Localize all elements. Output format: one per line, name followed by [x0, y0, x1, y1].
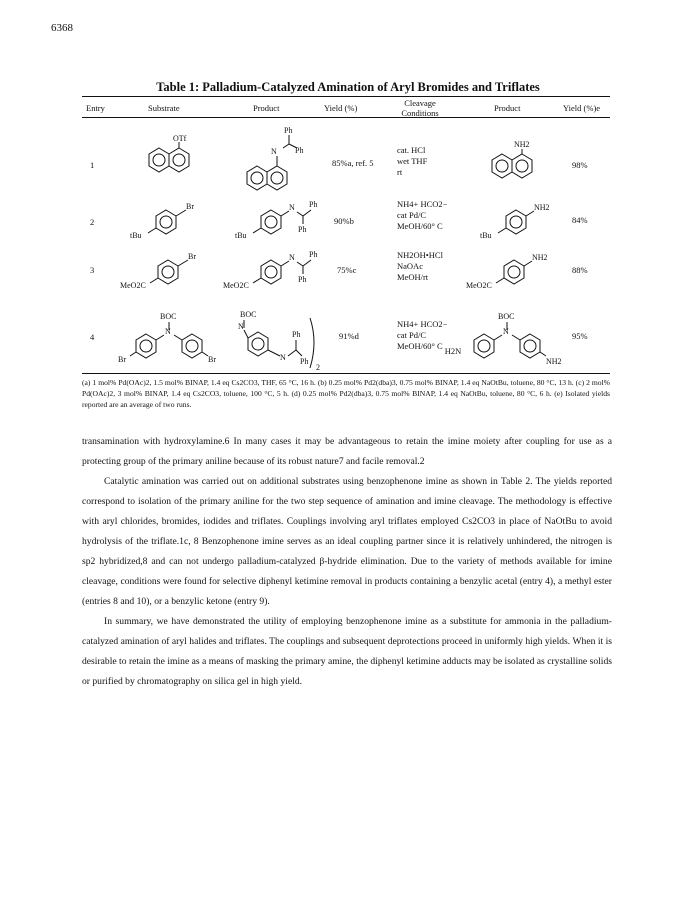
header-yield: Yield (%) — [324, 103, 358, 113]
product-3-aryl-imine — [215, 246, 335, 294]
label-br: Br — [186, 202, 194, 211]
table-bottom-rule — [82, 373, 610, 374]
product2-4-bis-aniline — [444, 308, 574, 366]
product-1-naphthyl-imine — [243, 126, 323, 192]
label-n: N — [271, 147, 277, 156]
label-otf: OTf — [173, 134, 187, 143]
header-product: Product — [253, 103, 280, 113]
yield2-1: 98% — [572, 160, 588, 170]
label-boc: BOC — [160, 312, 177, 321]
header-entry: Entry — [86, 103, 105, 113]
label-boc: BOC — [240, 310, 257, 319]
label-ph-bottom: Ph — [298, 275, 307, 284]
label-br-left: Br — [118, 355, 126, 364]
condition-4-2: cat Pd/C — [397, 330, 427, 340]
label-subscript-2: 2 — [316, 363, 320, 372]
label-br: Br — [188, 252, 196, 261]
substrate-3-aryl-bromide — [112, 248, 212, 292]
substrate-4-bis-bromoaryl-amine — [110, 308, 235, 366]
label-n: N — [289, 253, 295, 262]
label-meo2c: MeO2C — [120, 281, 146, 290]
conditions-1 — [397, 145, 427, 178]
table-top-rule — [82, 96, 610, 97]
yield-3: 75%c — [337, 265, 357, 275]
yield-1 — [332, 158, 374, 168]
product2-1-naphthylamine — [478, 138, 548, 188]
label-ph-top: Ph — [292, 330, 301, 339]
label-nh2: NH2 — [546, 357, 562, 366]
condition-2-1: NH4+ HCO2− — [397, 199, 448, 209]
label-n: N — [503, 327, 509, 336]
label-n-imine: N — [280, 353, 286, 362]
label-h2n — [397, 346, 461, 357]
condition-2-3: MeOH/60° C — [397, 221, 443, 231]
label-tbu: tBu — [235, 231, 247, 240]
product-2-aryl-imine — [225, 196, 335, 244]
label-ph-top: Ph — [309, 250, 318, 259]
label-n: N — [289, 203, 295, 212]
label-n: N — [165, 327, 171, 336]
condition-2-2: cat Pd/C — [397, 210, 427, 220]
entry-1: 1 — [90, 160, 95, 170]
page-number: 6368 — [51, 22, 73, 34]
label-nh2: NH2 — [534, 203, 550, 212]
condition-3-3: MeOH/rt — [397, 272, 429, 282]
table-footnotes: (a) 1 mol% Pd(OAc)2, 1.5 mol% BINAP, 1.4 eq Cs2CO3, THF, 65 °C, 16 h. (b) 0.25 mol% Pd2(dba)3, 0.75 mol% BINAP, 1.4 eq NaOtBu, toluene, 80 °C, 13 h. (c) 2 mol% Pd(OAc)2, 3 mol% BINAP, 1.4 eq Cs2CO3, toluene, 100 °C, 5 h. (d) 0.25 mol% Pd2(dba)3, 0.75 mol% BINAP, 1.4 eq NaOtBu, toluene, 80 °C, 6 h. (e) Isolated yields reported are an average of two runs. — [82, 378, 610, 409]
header-yield-2: Yield (%)e — [563, 103, 601, 113]
condition-4-3: MeOH/60° C — [397, 341, 443, 351]
paragraph-3: In summary, we have demonstrated the utility of employing benzophenone imine as a substitute for ammonia in the palladium-catalyzed amination of aryl halides and triflates. The couplings and subsequent deprotections proceed in uniformly high yields. When it is desirable to retain the imine as a means of masking the primary amine, the diphenyl ketimine adducts may be isolated as crystalline solids or purified by chromatography on silica gel in high yield. — [82, 616, 612, 687]
entry-4: 4 — [90, 332, 95, 342]
label-meo2c: MeO2C — [466, 281, 492, 290]
yield-4: 91%d — [339, 331, 359, 341]
label-ph-top: Ph — [309, 200, 318, 209]
entry-3: 3 — [90, 265, 95, 275]
body-text — [82, 432, 612, 692]
conditions-3 — [397, 250, 443, 283]
condition-3-2: NaOAc — [397, 261, 423, 271]
product2-2-aniline — [470, 198, 560, 242]
header-cleavage-conditions — [395, 98, 445, 118]
label-tbu: tBu — [480, 231, 492, 240]
substrate-2-aryl-bromide — [120, 198, 210, 242]
yield-2: 90%b — [334, 216, 354, 226]
conditions-2 — [397, 199, 447, 232]
condition-3-1: NH2OH•HCl — [397, 250, 443, 260]
product2-3-aniline — [458, 248, 563, 292]
condition-4-1: NH4+ HCO2− — [397, 319, 448, 329]
yield-1-value: 85%a, ref. 5 — [332, 158, 374, 168]
label-nh2: NH2 — [532, 253, 548, 262]
label-ph-bottom: Ph — [298, 225, 307, 234]
yield2-4: 95% — [572, 331, 588, 341]
yield2-2: 84% — [572, 215, 588, 225]
table-title: Table 1: Palladium-Catalyzed Amination of Aryl Bromides and Triflates — [156, 80, 540, 94]
label-boc: BOC — [498, 312, 515, 321]
product-4-bis-imine — [230, 306, 330, 370]
label-tbu: tBu — [130, 231, 142, 240]
condition-1-2: wet THF — [397, 156, 428, 166]
entry-2: 2 — [90, 217, 95, 227]
label-ph-bottom: Ph — [300, 357, 309, 366]
label-h2n-text: H2N — [444, 346, 462, 356]
table-header-rule — [82, 117, 610, 118]
header-substrate: Substrate — [148, 103, 180, 113]
label-nh2: NH2 — [514, 140, 530, 149]
paragraph-1: transamination with hydroxylamine.6 In many cases it may be advantageous to retain the imine moiety after coupling for use as a protecting group of the primary aniline because of its robust nature7 and facile removal.2 — [82, 436, 612, 467]
header-cleavage-line1: Cleavage — [404, 98, 436, 108]
label-ph-right: Ph — [295, 146, 304, 155]
header-cleavage-line2: Conditions — [401, 108, 439, 118]
paragraph-2: Catalytic amination was carried out on additional substrates using benzophenone imine as shown in Table 2. The yields reported correspond to isolation of the primary aniline for the two step sequence of amination and imine cleavage. The methodology is effective with aryl chlorides, bromides, iodides and triflates. Couplings involving aryl triflates employed Cs2CO3 in place of NaOtBu to avoid hydrolysis of the triflate.1c, 8 Benzophenone imine serves as an ideal coupling partner since it is relatively unhindered, the nitrogen is sp2 hybridized,8 and can not undergo palladium-catalyzed β-hydride elimination. Due to the variety of methods available for imine cleavage, conditions were found for selective diphenyl ketimine removal in products containing a benzylic acetal (entry 4), a methyl ester (entries 8 and 10), or a benzylic ketone (entry 9). — [82, 476, 612, 607]
condition-1-1: cat. HCl — [397, 145, 426, 155]
yield2-3: 88% — [572, 265, 588, 275]
label-meo2c: MeO2C — [223, 281, 249, 290]
label-ph-top: Ph — [284, 126, 293, 135]
header-product-2: Product — [494, 103, 521, 113]
label-br-right: Br — [208, 355, 216, 364]
substrate-1-naphthyl-triflate — [135, 132, 205, 182]
label-n: N — [238, 322, 244, 331]
condition-1-3: rt — [397, 167, 403, 177]
